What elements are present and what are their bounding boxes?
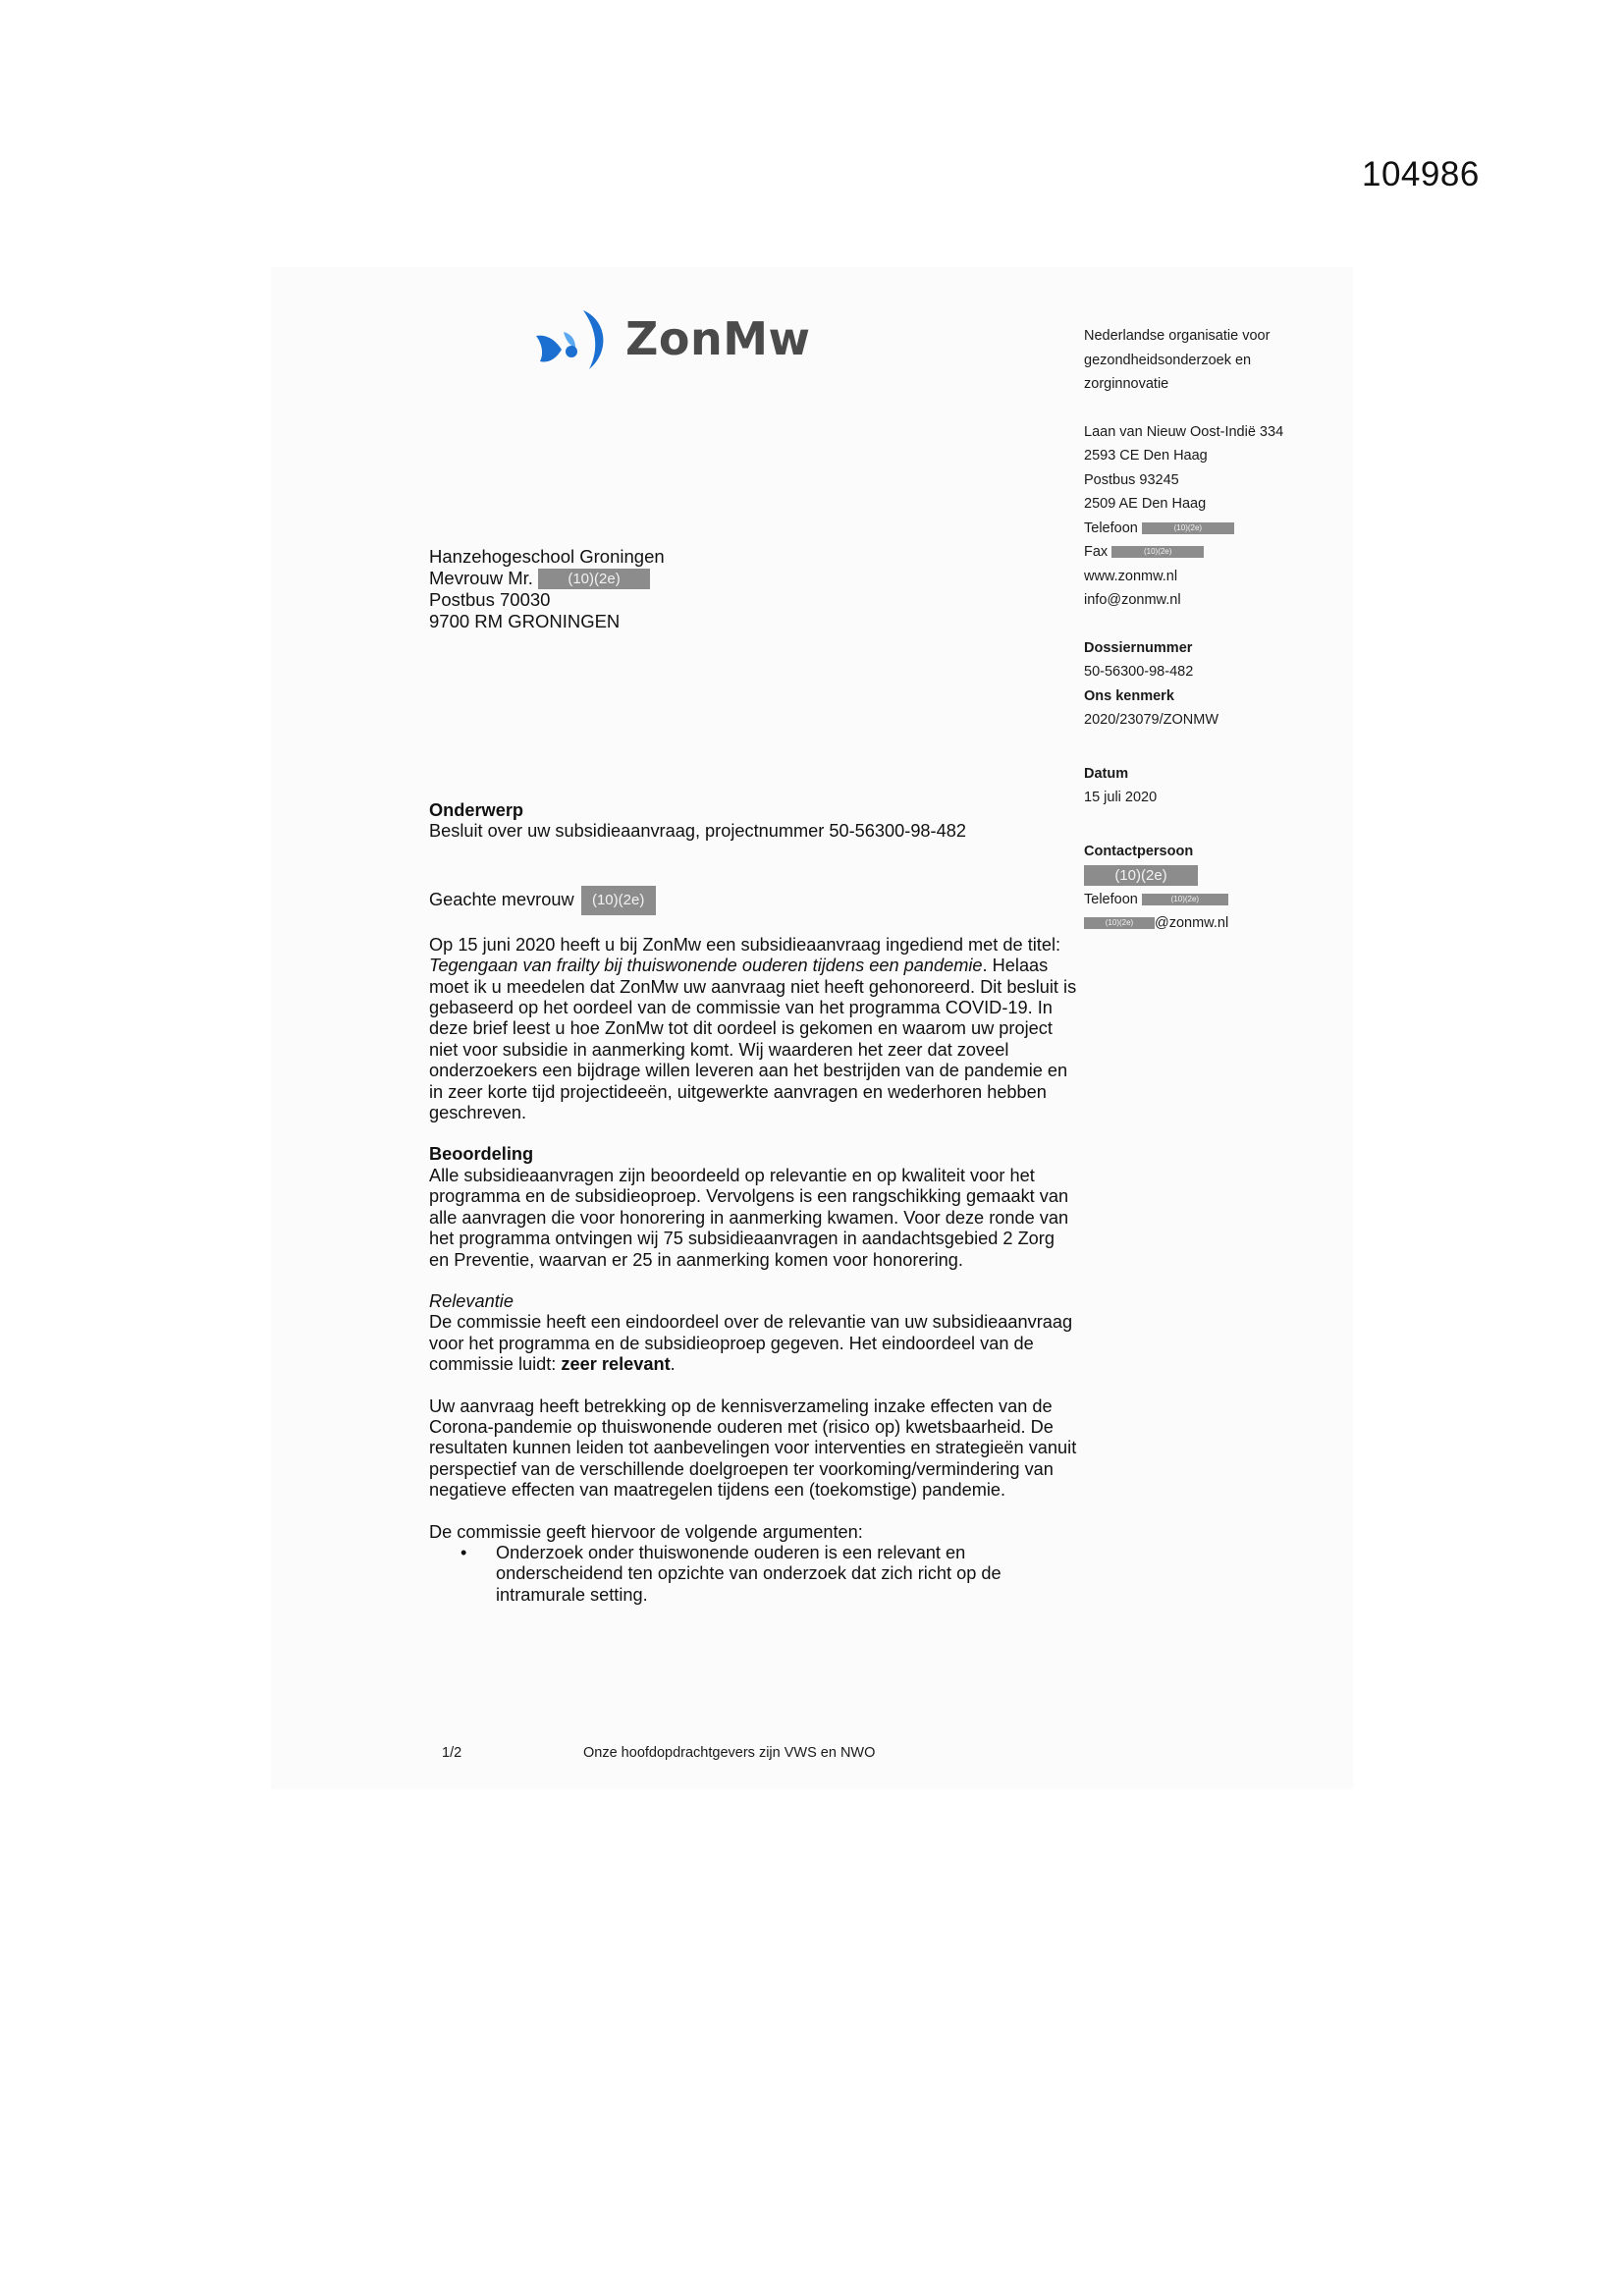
recipient-line-4: 9700 RM GRONINGEN (429, 610, 621, 631)
contact-email-line (1084, 911, 1329, 936)
datum-label: Datum (1084, 765, 1129, 782)
recipient-address (429, 546, 665, 631)
intro-text-1: Op 15 juni 2020 heeft u bij ZonMw een subsidieaanvraag ingediend met de titel: (429, 934, 1061, 955)
org-line-1: Nederlandse organisatie voor (1084, 328, 1271, 344)
project-title: Tegengaan van frailty bij thuiswonende ouderen tijdens een pandemie (429, 956, 983, 976)
subject-label: Onderwerp (429, 800, 524, 820)
relevantie-heading: Relevantie (429, 1290, 514, 1311)
website-line: www.zonmw.nl (1084, 568, 1178, 584)
subject-text: Besluit over uw subsidieaanvraag, projectnummer 50-56300-98-482 (429, 821, 966, 842)
contact-telefoon-line (1084, 888, 1329, 912)
page-number: 1/2 (442, 1745, 462, 1761)
beoordeling-text: Alle subsidieaanvragen zijn beoordeeld op relevantie en op kwaliteit voor het programma en de subsidieoproep. Vervolgens is een rangschikking gemaakt van alle aanvragen die voor honorering in aanmerking kwamen. Voor deze ronde van het programma ontvingen wij 75 subsidieaanvragen in aandachtsgebied 2 Zorg en Preventie, waarvan er 25 in aanmerking komen voor honorering. (429, 1165, 1069, 1270)
redacted-contact-phone: (10)(2e) (1142, 894, 1228, 905)
zonmw-logo (534, 306, 809, 375)
contact-email-suffix: @zonmw.nl (1155, 915, 1229, 931)
document-number: 104986 (1362, 155, 1480, 193)
org-line-3: zorginnovatie (1084, 376, 1169, 392)
telefoon-label: Telefoon (1084, 519, 1138, 536)
dossier-label: Dossiernummer (1084, 639, 1193, 656)
salutation (429, 886, 1077, 915)
fax-label: Fax (1084, 544, 1109, 560)
address-line-1: Laan van Nieuw Oost-Indië 334 (1084, 423, 1284, 440)
intro-text-2: . Helaas moet ik u meedelen dat ZonMw uw aanvraag niet heeft gehonoreerd. Dit besluit is gebaseerd op het oordeel van de commissie van het programma COVID-19. In deze brief leest u hoe ZonMw tot dit oordeel is gekomen en waarom uw project niet voor subsidie in aanmerking komt. Wij waarderen het zeer dat zoveel onderzoekers een bijdrage willen leveren aan het bestrijden van de pandemie en in zeer korte tijd projectideeën, uitgewerkte aanvragen en wederhoren hebben geschreven. (429, 956, 1077, 1123)
dossier-value: 50-56300-98-482 (1084, 664, 1194, 680)
recipient-line-1: Hanzehogeschool Groningen (429, 546, 665, 567)
argument-item: • Onderzoek onder thuiswonende ouderen is een relevant en onderscheidend ten opzichte van onderzoek dat zich richt op de intramurale setting. (496, 1543, 1077, 1606)
kenmerk-label: Ons kenmerk (1084, 687, 1174, 704)
subject-block (429, 800, 1077, 843)
zonmw-logo-icon (534, 306, 615, 375)
datum-value: 15 juli 2020 (1084, 790, 1158, 805)
arguments-intro: De commissie geeft hiervoor de volgende argumenten: (429, 1521, 863, 1542)
beoordeling-heading: Beoordeling (429, 1144, 534, 1165)
relevantie-text: De commissie heeft een eindoordeel over de relevantie van uw subsidieaanvraag voor het programma en de subsidieoproep gegeven. Het eindoordeel van de commissie luidt: (429, 1312, 1073, 1375)
effects-paragraph: Uw aanvraag heeft betrekking op de kennisverzameling inzake effecten van de Corona-pandemie op thuiswonende ouderen met (risico op) kwetsbaarheid. De resultaten kunnen leiden tot aanbevelingen voor interventies en strategieën vanuit perspectief van de verschillende doelgroepen ter voorkoming/vermindering van negatieve effecten van maatregelen tijdens een (toekomstige) pandemie. (429, 1395, 1077, 1501)
address-line-3: Postbus 93245 (1084, 471, 1179, 488)
contact-telefoon-label: Telefoon (1084, 891, 1138, 907)
email-line: info@zonmw.nl (1084, 592, 1181, 608)
salutation-text: Geachte mevrouw (429, 889, 574, 909)
footer-sponsors: Onze hoofdopdrachtgevers zijn VWS en NWO (583, 1745, 876, 1761)
zonmw-logo-wordmark: ZonMw (625, 312, 811, 365)
relevantie-verdict: zeer relevant (561, 1354, 671, 1375)
address-line-2: 2593 CE Den Haag (1084, 448, 1208, 464)
contact-name-line (1084, 863, 1329, 888)
redacted-salutation-name: (10)(2e) (581, 886, 656, 915)
beoordeling-section (429, 1144, 1077, 1270)
recipient-line-3: Postbus 70030 (429, 589, 551, 611)
recipient-name-prefix: Mevrouw Mr. (429, 567, 533, 588)
contact-label: Contactpersoon (1084, 843, 1194, 859)
telefoon-line (1084, 517, 1329, 541)
arguments-list (429, 1543, 1077, 1606)
redacted-contact-email: (10)(2e) (1084, 917, 1155, 929)
letter-body (429, 800, 1077, 1606)
fax-line (1084, 540, 1329, 565)
address-line-4: 2509 AE Den Haag (1084, 496, 1207, 512)
recipient-line-2 (429, 568, 665, 590)
relevantie-verdict-end: . (670, 1354, 676, 1375)
sender-sidebar (1084, 324, 1329, 936)
redacted-recipient-name: (10)(2e) (538, 569, 650, 589)
kenmerk-value: 2020/23079/ZONMW (1084, 712, 1219, 728)
redacted-phone: (10)(2e) (1142, 522, 1234, 534)
redacted-fax: (10)(2e) (1111, 546, 1204, 558)
redacted-contact-name: (10)(2e) (1084, 865, 1198, 886)
intro-paragraph (429, 935, 1077, 1124)
relevantie-section (429, 1291, 1077, 1376)
org-line-2: gezondheidsonderzoek en (1084, 352, 1252, 368)
